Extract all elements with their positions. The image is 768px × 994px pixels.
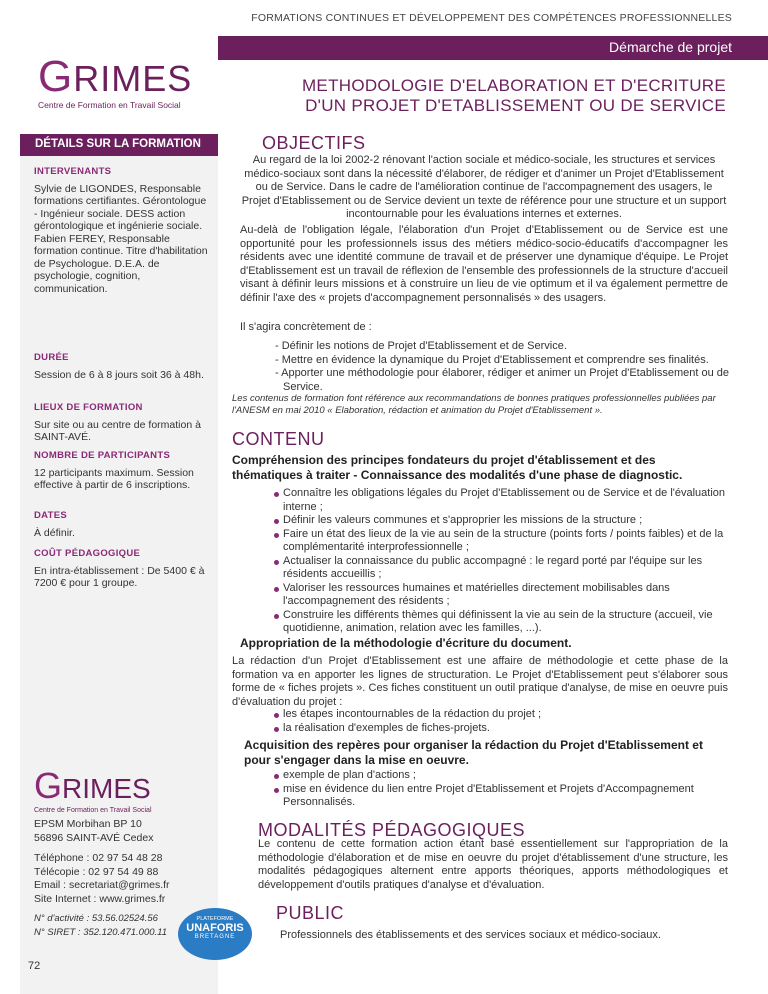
cout-section: COÛT PÉDAGOGIQUE En intra-établissement : De 5400 € à 7200 € pour 1 groupe. xyxy=(34,548,205,589)
grimes-logo: GRIMES Centre de Formation en Travail Social xyxy=(38,52,198,110)
contenu-title: CONTENU xyxy=(232,429,325,449)
duree-section: DURÉE Session de 6 à 8 jours soit 36 à 48h. xyxy=(34,352,204,381)
contenu-p2: La rédaction d'un Projet d'Etablissement est une affaire de méthodologie et cette phase de la formation va en apporter les lignes de structuration. Le Projet d'Etablissement peut s'élaborer sous forme de « fiches projets ». Ces fiches constituent un outil pratique d'analyse, de mise en oeuvre puis d'évaluation du projet : xyxy=(232,655,728,708)
modalites-title: MODALITÉS PÉDAGOGIQUES xyxy=(258,820,526,840)
registration-info: N° d'activité : 53.56.02524.56 N° SIRET : 352.120.471.000.11 xyxy=(34,913,168,938)
header-band xyxy=(218,36,768,60)
objectifs-list: - Définir les notions de Projet d'Etablissement et de Service. - Mettre en évidence la dynamique du Projet d'Etablissement et comprendre ses finalités. - Apporter une méthodologie pour élaborer, rédiger et animer un Projet d'Etablissement ou de Service. xyxy=(275,340,729,393)
objectifs-p3: Il s'agira concrètement de : xyxy=(240,321,372,333)
contenu-h1: Compréhension des principes fondateurs du projet d'établissement et des thématiques à traiter - Connaissance des modalités d'une phase de diagnostic. xyxy=(232,453,683,482)
nombre-section: NOMBRE DE PARTICIPANTS 12 participants maximum. Session effective à partir de 6 inscriptions. xyxy=(34,450,194,491)
website-link[interactable]: Site Internet : www.grimes.fr xyxy=(34,892,166,905)
list-item: Valoriser les ressources humaines et matérielles directement mobilisables dans l'accompagnement des résidents ; xyxy=(274,582,730,609)
list-item: exemple de plan d'actions ; xyxy=(274,769,730,783)
logo-subtitle: Centre de Formation en Travail Social xyxy=(38,100,181,110)
page-number: 72 xyxy=(28,960,41,972)
list-item: les étapes incontournables de la rédaction du projet ; xyxy=(274,708,730,722)
list-item: Faire un état des lieux de la vie au sein de la structure (points forts / points faibles) et de la complémentarité interprofessionnelle ; xyxy=(274,528,730,555)
contenu-list-2 xyxy=(274,708,730,735)
contenu-h3: Acquisition des repères pour organiser la rédaction du Projet d'Etablissement et pour s'engager dans la mise en oeuvre. xyxy=(244,738,703,767)
list-item: Connaître les obligations légales du Projet d'Etablissement ou de Service et de l'évaluation interne ; xyxy=(274,487,730,514)
objectifs-note: Les contenus de formation font référence aux recommandations de bonnes pratiques professionnelles publiées par l'ANESM en mai 2010 « Elaboration, rédaction et animation du Projet d'Etablissement ». xyxy=(232,393,716,416)
dates-section: DATES À définir. xyxy=(34,510,75,539)
address: EPSM Morbihan BP 10 56896 SAINT-AVÉ Cedex xyxy=(34,818,154,844)
public-p: Professionnels des établissements et des services sociaux et médico-sociaux. xyxy=(280,929,661,941)
intervenants-section: INTERVENANTS Sylvie de LIGONDES, Responsable formations certifiantes. Gérontologue - Ingénieur sociale. DESS action gérontologique et ingénierie sociale. Fabien FEREY, Responsable formation continue. Titre d'habilitation de Psychologue. D.E.A. de psychologie, cognition, communication. xyxy=(34,166,208,295)
sidebar-heading: DÉTAILS SUR LA FORMATION xyxy=(20,134,218,156)
lieux-section: LIEUX DE FORMATION Sur site ou au centre de formation à SAINT-AVÉ. xyxy=(34,402,201,443)
page-title: METHODOLOGIE D'ELABORATION ET D'ECRITURE D'UN PROJET D'ETABLISSEMENT OU DE SERVICE xyxy=(301,76,726,115)
modalites-p: Le contenu de cette formation action étant basé essentiellement sur l'appropriation de la méthodologie d'élaboration et de mise en oeuvre du projet d'établissement d'une structure, les modalités pédagogiques alternent entre apports théoriques, apports méthodologiques et développement d'outils pratiques d'analyse et d'évaluation. xyxy=(258,838,728,891)
objectifs-p2: Au-delà de l'obligation légale, l'élaboration d'un Projet d'Etablissement ou de Service est une opportunité pour les professionnels issus des métiers médico-socio-éducatifs d'accompagner les résidents avec une identité commune de travail et de préserver une dynamique d'équipe. Le Projet d'Etablissement est un travail de réflexion de l'ensemble des professionnels de la structure d'accueil visant à définir leurs missions et à construire un lieu de vie optimum et il va également permettre de définir l'axe des « projets d'accompagnement personnalisés » des usagers. xyxy=(240,224,728,304)
grimes-logo-small: GRIMES Centre de Formation en Travail Social xyxy=(34,765,152,814)
band-label: Démarche de projet xyxy=(609,39,732,55)
list-item: Définir les valeurs communes et s'approprier les missions de la structure ; xyxy=(274,514,730,528)
email-link[interactable]: Email : secretariat@grimes.fr xyxy=(34,879,170,891)
public-title: PUBLIC xyxy=(276,903,345,923)
list-item: la réalisation d'exemples de fiches-projets. xyxy=(274,722,730,736)
list-item: Construire les différents thèmes qui définissent la vie au sein de la structure (accueil, vie quotidienne, animation, relation avec les familles, ...). xyxy=(274,609,730,636)
contenu-list-1 xyxy=(274,487,730,636)
unaforis-badge: PLATEFORME UNAFORIS BRETAGNE xyxy=(178,908,252,960)
objectifs-p1: Au regard de la loi 2002-2 rénovant l'action sociale et médico-sociale, les structures et services médico-sociaux sont dans la nécessité d'élaborer, de rédiger et d'animer un Projet d'Etablissement ou de Service. Dans le cadre de l'amélioration continue de l'accompagnement des usagers, le Projet d'Etablissement ou de Service devient un texte de référence pour une structure et un support incontournable pour les évaluations internes et externes. xyxy=(241,154,727,220)
objectifs-title: OBJECTIFS xyxy=(262,133,366,153)
contenu-list-3 xyxy=(274,769,730,810)
header-tagline: FORMATIONS CONTINUES ET DÉVELOPPEMENT DES COMPÉTENCES PROFESSIONNELLES xyxy=(251,12,732,24)
contact-info: Téléphone : 02 97 54 48 28 Télécopie : 02 97 54 49 88 Email : secretariat@grimes.fr Site Internet : www.grimes.fr xyxy=(34,852,209,906)
list-item: mise en évidence du lien entre Projet d'Etablissement et Projets d'Accompagnement Personnalisés. xyxy=(274,783,730,810)
list-item: Actualiser la connaissance du public accompagné : le regard porté par l'équipe sur les résidents accueillis ; xyxy=(274,555,730,582)
contenu-h2: Appropriation de la méthodologie d'écriture du document. xyxy=(240,636,572,650)
